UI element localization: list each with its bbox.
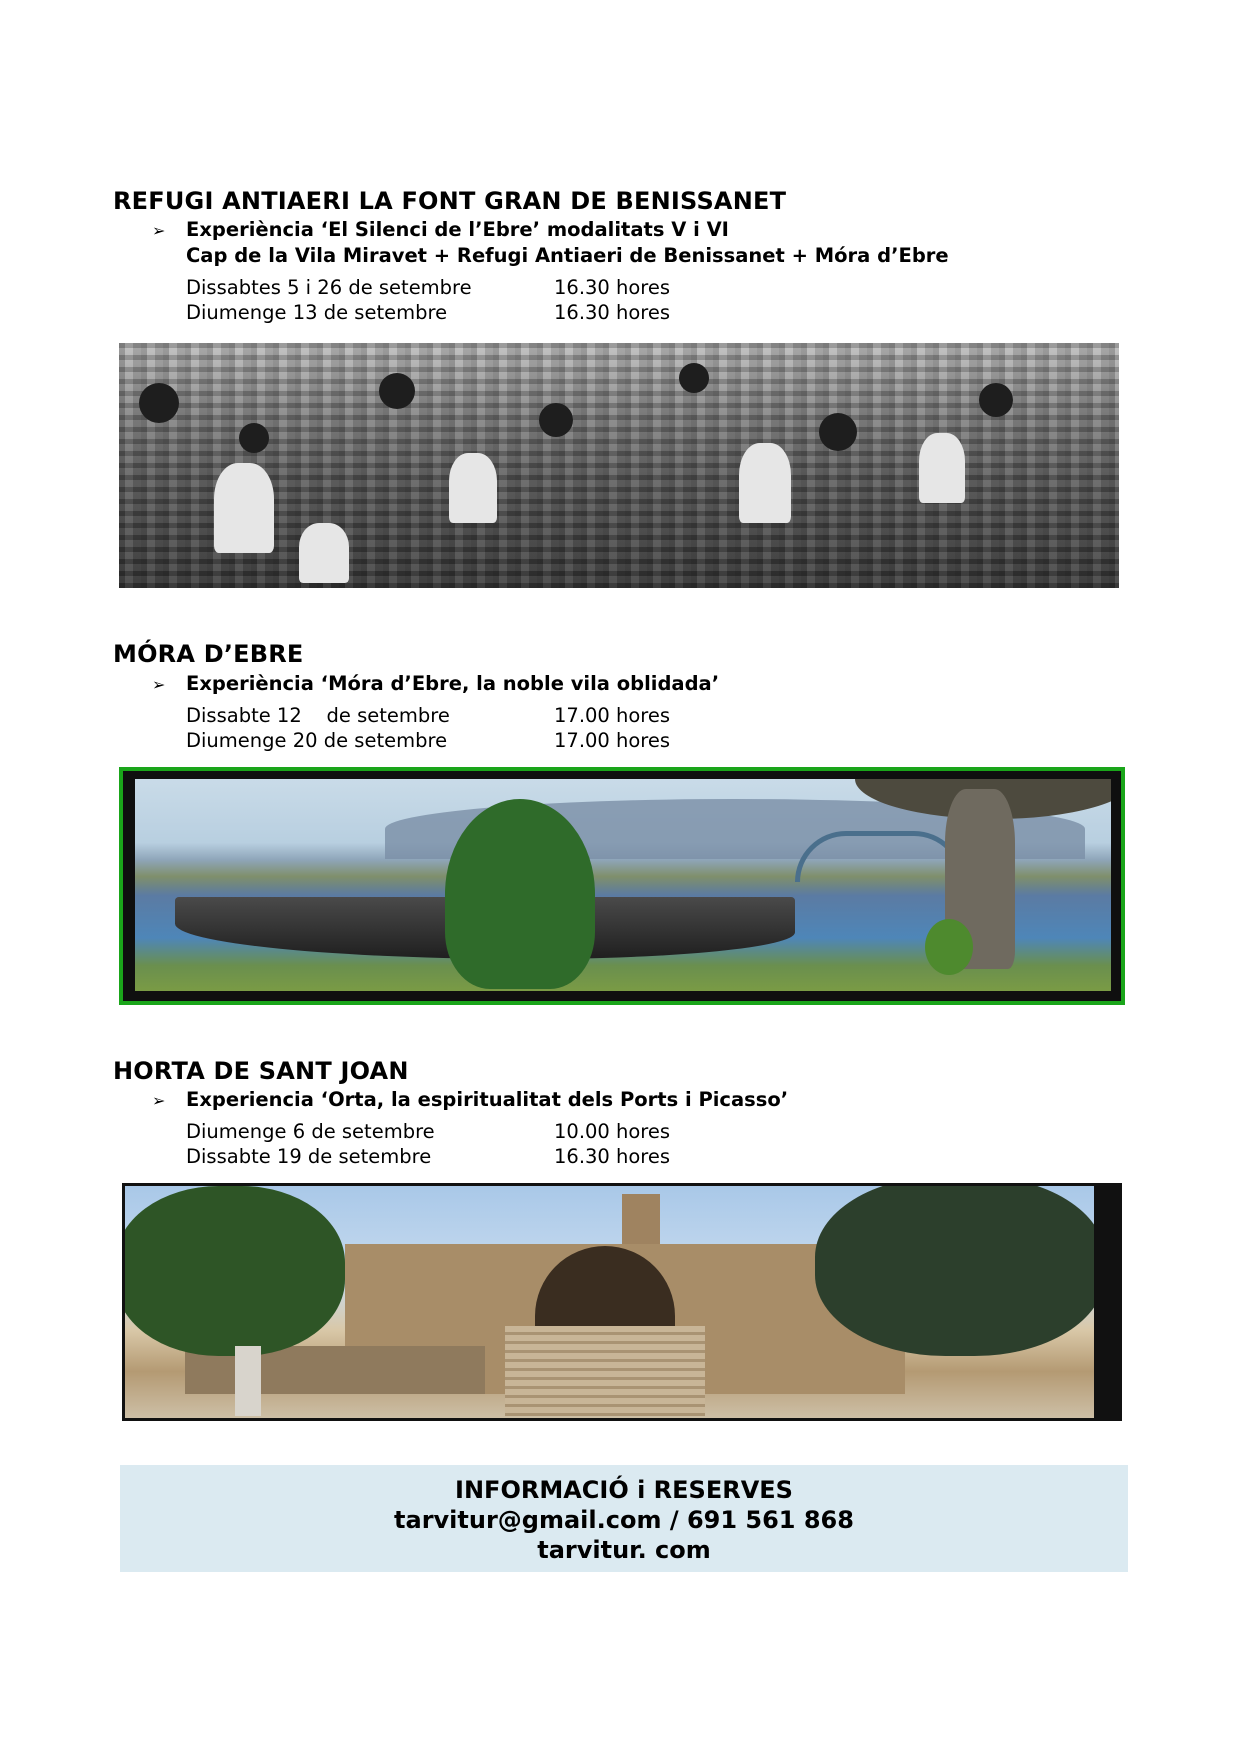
river-photo [119,767,1125,1005]
schedule-date: Dissabtes 5 i 26 de setembre [186,276,472,299]
schedule-time: 10.00 hores [554,1120,671,1143]
schedule-row [186,729,670,752]
experience-title: Experiència ‘Móra d’Ebre, la noble vila oblidada’ [186,672,720,695]
schedule-row [186,276,670,299]
schedule-time: 17.00 hores [554,729,671,752]
church-photo [122,1183,1122,1421]
schedule-row [186,704,670,727]
route-line: Cap de la Vila Miravet + Refugi Antiaeri de Benissanet + Móra d’Ebre [186,244,949,267]
section-heading-horta: HORTA DE SANT JOAN [113,1057,409,1085]
schedule-row [186,1120,670,1143]
schedule-date: Dissabte 12 de setembre [186,704,450,727]
section-heading-mora: MÓRA D’EBRE [113,640,304,668]
schedule-time: 17.00 hores [554,704,671,727]
experience-line [152,1088,788,1111]
schedule-time: 16.30 hores [554,276,671,299]
schedule-date: Diumenge 20 de setembre [186,729,448,752]
contact-line[interactable]: tarvitur@gmail.com / 691 561 868 [394,1506,854,1534]
schedule-date: Dissabte 19 de setembre [186,1145,432,1168]
schedule-row [186,1145,670,1168]
schedule-row [186,301,670,324]
info-reservations-box [120,1465,1128,1572]
experience-title: Experiència ‘El Silenci de l’Ebre’ modalitats V i VI [186,218,729,241]
section-heading-benissanet: REFUGI ANTIAERI LA FONT GRAN DE BENISSANET [113,187,787,215]
arrow-bullet-icon: ➢ [152,1091,166,1110]
experience-line [152,672,719,695]
schedule-time: 16.30 hores [554,1145,671,1168]
market-photo [119,343,1119,588]
arrow-bullet-icon: ➢ [152,221,166,240]
experience-line [152,218,729,241]
arrow-bullet-icon: ➢ [152,675,166,694]
schedule-time: 16.30 hores [554,301,671,324]
info-title: INFORMACIÓ i RESERVES [455,1476,793,1504]
schedule-date: Diumenge 6 de setembre [186,1120,435,1143]
website-link[interactable]: tarvitur. com [537,1536,711,1564]
schedule-date: Diumenge 13 de setembre [186,301,448,324]
experience-title: Experiencia ‘Orta, la espiritualitat dels Ports i Picasso’ [186,1088,789,1111]
